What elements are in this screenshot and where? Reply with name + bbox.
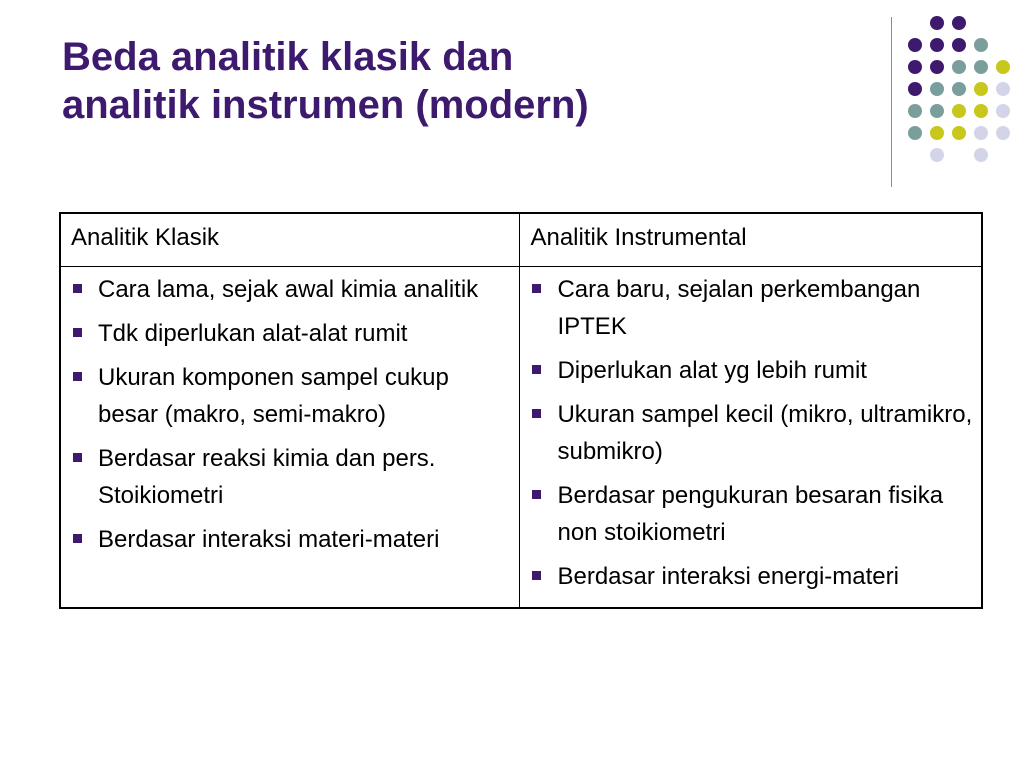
cell-analitik-instrumental bbox=[520, 267, 982, 609]
dot-icon bbox=[996, 104, 1010, 118]
list-item bbox=[530, 271, 977, 345]
dot-icon bbox=[930, 16, 944, 30]
dot-icon bbox=[908, 38, 922, 52]
vertical-divider bbox=[891, 17, 892, 187]
list-item bbox=[530, 396, 977, 470]
square-bullet-icon bbox=[73, 453, 82, 462]
list-item-text: Diperlukan alat yg lebih rumit bbox=[557, 357, 867, 384]
list-item bbox=[71, 271, 515, 308]
list-item bbox=[71, 315, 515, 352]
square-bullet-icon bbox=[532, 490, 541, 499]
list-analitik-klasik bbox=[71, 271, 515, 558]
dot-icon bbox=[952, 38, 966, 52]
dot-icon bbox=[908, 104, 922, 118]
square-bullet-icon bbox=[532, 409, 541, 418]
dot-icon bbox=[974, 82, 988, 96]
dot-icon bbox=[996, 60, 1010, 74]
list-item-text: Ukuran sampel kecil (mikro, ultramikro, submikro) bbox=[557, 401, 973, 465]
list-item-text: Tdk diperlukan alat-alat rumit bbox=[98, 320, 408, 347]
list-item-text: Berdasar reaksi kimia dan pers. Stoikiometri bbox=[98, 445, 436, 509]
square-bullet-icon bbox=[532, 284, 541, 293]
dot-icon bbox=[974, 126, 988, 140]
list-item bbox=[71, 521, 515, 558]
dot-icon bbox=[930, 38, 944, 52]
list-item bbox=[530, 558, 977, 595]
list-item bbox=[71, 359, 515, 433]
square-bullet-icon bbox=[73, 328, 82, 337]
dot-icon bbox=[930, 104, 944, 118]
list-item-text: Berdasar pengukuran besaran fisika non stoikiometri bbox=[557, 482, 944, 546]
title-line-1: Beda analitik klasik dan bbox=[62, 35, 514, 79]
table-header-row bbox=[60, 213, 982, 267]
list-item-text: Berdasar interaksi energi-materi bbox=[557, 563, 899, 590]
list-analitik-instrumental bbox=[530, 271, 977, 595]
cell-analitik-klasik bbox=[60, 267, 520, 609]
square-bullet-icon bbox=[73, 284, 82, 293]
dot-icon bbox=[908, 82, 922, 96]
list-item bbox=[71, 440, 515, 514]
dot-icon bbox=[952, 104, 966, 118]
dot-icon bbox=[908, 126, 922, 140]
dot-icon bbox=[952, 16, 966, 30]
dot-icon bbox=[930, 148, 944, 162]
square-bullet-icon bbox=[73, 534, 82, 543]
list-item bbox=[530, 352, 977, 389]
square-bullet-icon bbox=[532, 571, 541, 580]
dot-icon bbox=[930, 126, 944, 140]
dot-icon bbox=[952, 60, 966, 74]
dot-icon bbox=[974, 104, 988, 118]
dot-icon bbox=[930, 82, 944, 96]
square-bullet-icon bbox=[532, 365, 541, 374]
dot-icon bbox=[974, 60, 988, 74]
list-item-text: Ukuran komponen sampel cukup besar (makro, semi-makro) bbox=[98, 364, 449, 428]
dot-icon bbox=[974, 148, 988, 162]
dot-icon bbox=[908, 60, 922, 74]
header-analitik-klasik: Analitik Klasik bbox=[60, 213, 520, 267]
dot-icon bbox=[974, 38, 988, 52]
dot-icon bbox=[952, 82, 966, 96]
header-analitik-instrumental: Analitik Instrumental bbox=[520, 213, 982, 267]
list-item-text: Cara baru, sejalan perkembangan IPTEK bbox=[557, 276, 921, 340]
comparison-table bbox=[59, 212, 983, 609]
dot-icon bbox=[996, 126, 1010, 140]
title-line-2: analitik instrumen (modern) bbox=[62, 83, 589, 127]
table-row bbox=[60, 267, 982, 609]
square-bullet-icon bbox=[73, 372, 82, 381]
dot-icon bbox=[930, 60, 944, 74]
list-item-text: Berdasar interaksi materi-materi bbox=[98, 526, 440, 553]
slide-title bbox=[62, 33, 842, 129]
list-item-text: Cara lama, sejak awal kimia analitik bbox=[98, 276, 479, 303]
dot-icon bbox=[996, 82, 1010, 96]
list-item bbox=[530, 477, 977, 551]
dot-icon bbox=[952, 126, 966, 140]
